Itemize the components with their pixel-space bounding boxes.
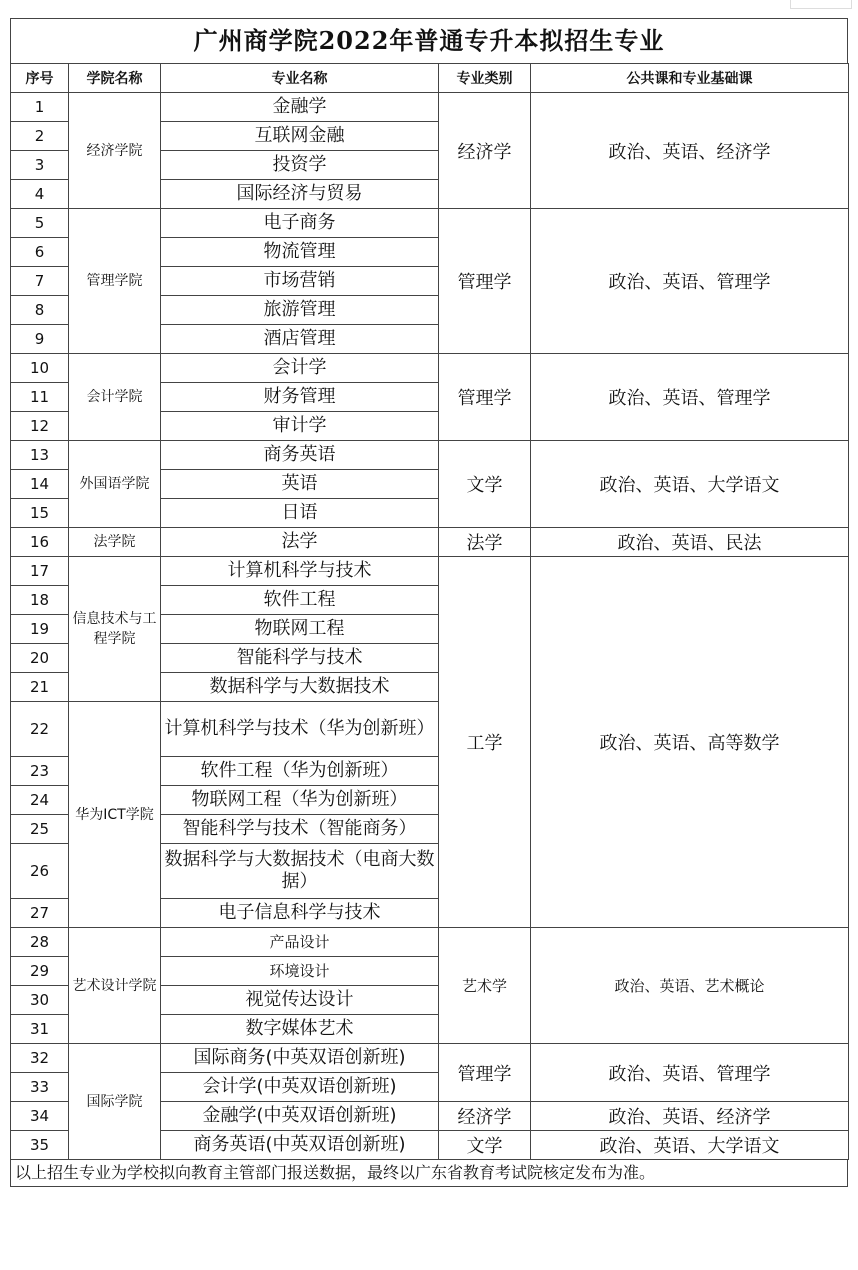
cell-major: 物流管理	[161, 238, 439, 267]
cell-major: 视觉传达设计	[161, 986, 439, 1015]
cell-basic-courses: 政治、英语、经济学	[531, 1102, 849, 1131]
cell-category: 法学	[439, 528, 531, 557]
header-basic-courses: 公共课和专业基础课	[531, 64, 849, 93]
cell-seq: 6	[11, 238, 69, 267]
cell-category: 经济学	[439, 1102, 531, 1131]
cell-seq: 15	[11, 499, 69, 528]
cell-basic-courses: 政治、英语、管理学	[531, 354, 849, 441]
cell-college: 管理学院	[69, 209, 161, 354]
cell-major: 物联网工程	[161, 615, 439, 644]
admissions-sheet	[10, 18, 848, 1187]
cell-seq: 25	[11, 815, 69, 844]
cell-major: 投资学	[161, 151, 439, 180]
cell-college: 信息技术与工程学院	[69, 557, 161, 702]
cell-seq: 32	[11, 1044, 69, 1073]
table-header-row	[11, 64, 849, 93]
cell-major: 金融学(中英双语创新班)	[161, 1102, 439, 1131]
majors-table	[10, 63, 849, 1160]
cell-major: 计算机科学与技术	[161, 557, 439, 586]
cell-seq: 12	[11, 412, 69, 441]
cell-major: 软件工程（华为创新班）	[161, 757, 439, 786]
cell-category: 文学	[439, 1131, 531, 1160]
cell-seq: 9	[11, 325, 69, 354]
cell-major: 智能科学与技术	[161, 644, 439, 673]
window-corner-decoration	[790, 0, 852, 9]
cell-seq: 4	[11, 180, 69, 209]
cell-seq: 29	[11, 957, 69, 986]
header-seq: 序号	[11, 64, 69, 93]
cell-major: 国际商务(中英双语创新班)	[161, 1044, 439, 1073]
cell-seq: 5	[11, 209, 69, 238]
cell-seq: 11	[11, 383, 69, 412]
cell-major: 酒店管理	[161, 325, 439, 354]
cell-major: 商务英语(中英双语创新班)	[161, 1131, 439, 1160]
table-row	[11, 528, 849, 557]
cell-category: 管理学	[439, 1044, 531, 1102]
cell-category: 管理学	[439, 209, 531, 354]
cell-seq: 14	[11, 470, 69, 499]
cell-seq: 2	[11, 122, 69, 151]
cell-college: 华为ICT学院	[69, 702, 161, 928]
table-row	[11, 354, 849, 383]
cell-category: 工学	[439, 557, 531, 928]
cell-seq: 20	[11, 644, 69, 673]
cell-seq: 10	[11, 354, 69, 383]
cell-seq: 19	[11, 615, 69, 644]
cell-major: 软件工程	[161, 586, 439, 615]
cell-seq: 27	[11, 899, 69, 928]
cell-major: 会计学(中英双语创新班)	[161, 1073, 439, 1102]
table-row	[11, 93, 849, 122]
cell-seq: 34	[11, 1102, 69, 1131]
cell-category: 经济学	[439, 93, 531, 209]
cell-major: 电子商务	[161, 209, 439, 238]
sheet-title: 广州商学院2022年普通专升本拟招生专业	[10, 18, 848, 63]
cell-major: 会计学	[161, 354, 439, 383]
cell-seq: 16	[11, 528, 69, 557]
cell-college: 经济学院	[69, 93, 161, 209]
cell-seq: 35	[11, 1131, 69, 1160]
cell-major: 智能科学与技术（智能商务）	[161, 815, 439, 844]
cell-major: 英语	[161, 470, 439, 499]
cell-category: 文学	[439, 441, 531, 528]
cell-basic-courses: 政治、英语、大学语文	[531, 441, 849, 528]
table-row	[11, 1044, 849, 1073]
cell-major: 互联网金融	[161, 122, 439, 151]
table-row	[11, 209, 849, 238]
header-category: 专业类别	[439, 64, 531, 93]
table-row	[11, 928, 849, 957]
cell-college: 国际学院	[69, 1044, 161, 1160]
cell-seq: 8	[11, 296, 69, 325]
cell-major: 国际经济与贸易	[161, 180, 439, 209]
cell-seq: 13	[11, 441, 69, 470]
cell-seq: 17	[11, 557, 69, 586]
cell-major: 法学	[161, 528, 439, 557]
cell-seq: 30	[11, 986, 69, 1015]
cell-seq: 1	[11, 93, 69, 122]
cell-seq: 21	[11, 673, 69, 702]
cell-major: 日语	[161, 499, 439, 528]
cell-basic-courses: 政治、英语、管理学	[531, 209, 849, 354]
cell-basic-courses: 政治、英语、大学语文	[531, 1131, 849, 1160]
cell-seq: 18	[11, 586, 69, 615]
cell-major: 数据科学与大数据技术	[161, 673, 439, 702]
cell-major: 环境设计	[161, 957, 439, 986]
cell-major: 金融学	[161, 93, 439, 122]
cell-college: 艺术设计学院	[69, 928, 161, 1044]
cell-major: 审计学	[161, 412, 439, 441]
cell-seq: 28	[11, 928, 69, 957]
cell-major: 市场营销	[161, 267, 439, 296]
cell-basic-courses: 政治、英语、艺术概论	[531, 928, 849, 1044]
footnote: 以上招生专业为学校拟向教育主管部门报送数据，最终以广东省教育考试院核定发布为准。	[10, 1160, 848, 1187]
table-row	[11, 557, 849, 586]
cell-seq: 33	[11, 1073, 69, 1102]
cell-major: 商务英语	[161, 441, 439, 470]
cell-seq: 22	[11, 702, 69, 757]
cell-seq: 7	[11, 267, 69, 296]
cell-major: 计算机科学与技术（华为创新班）	[161, 702, 439, 757]
cell-major: 产品设计	[161, 928, 439, 957]
cell-basic-courses: 政治、英语、经济学	[531, 93, 849, 209]
cell-seq: 3	[11, 151, 69, 180]
cell-college: 法学院	[69, 528, 161, 557]
cell-major: 数据科学与大数据技术（电商大数据）	[161, 844, 439, 899]
cell-seq: 26	[11, 844, 69, 899]
cell-major: 电子信息科学与技术	[161, 899, 439, 928]
header-major: 专业名称	[161, 64, 439, 93]
cell-basic-courses: 政治、英语、民法	[531, 528, 849, 557]
header-college: 学院名称	[69, 64, 161, 93]
table-row	[11, 441, 849, 470]
cell-seq: 31	[11, 1015, 69, 1044]
cell-college: 会计学院	[69, 354, 161, 441]
cell-seq: 24	[11, 786, 69, 815]
cell-seq: 23	[11, 757, 69, 786]
cell-college: 外国语学院	[69, 441, 161, 528]
cell-major: 旅游管理	[161, 296, 439, 325]
cell-category: 管理学	[439, 354, 531, 441]
cell-category: 艺术学	[439, 928, 531, 1044]
cell-major: 财务管理	[161, 383, 439, 412]
cell-basic-courses: 政治、英语、高等数学	[531, 557, 849, 928]
cell-major: 数字媒体艺术	[161, 1015, 439, 1044]
cell-basic-courses: 政治、英语、管理学	[531, 1044, 849, 1102]
cell-major: 物联网工程（华为创新班）	[161, 786, 439, 815]
